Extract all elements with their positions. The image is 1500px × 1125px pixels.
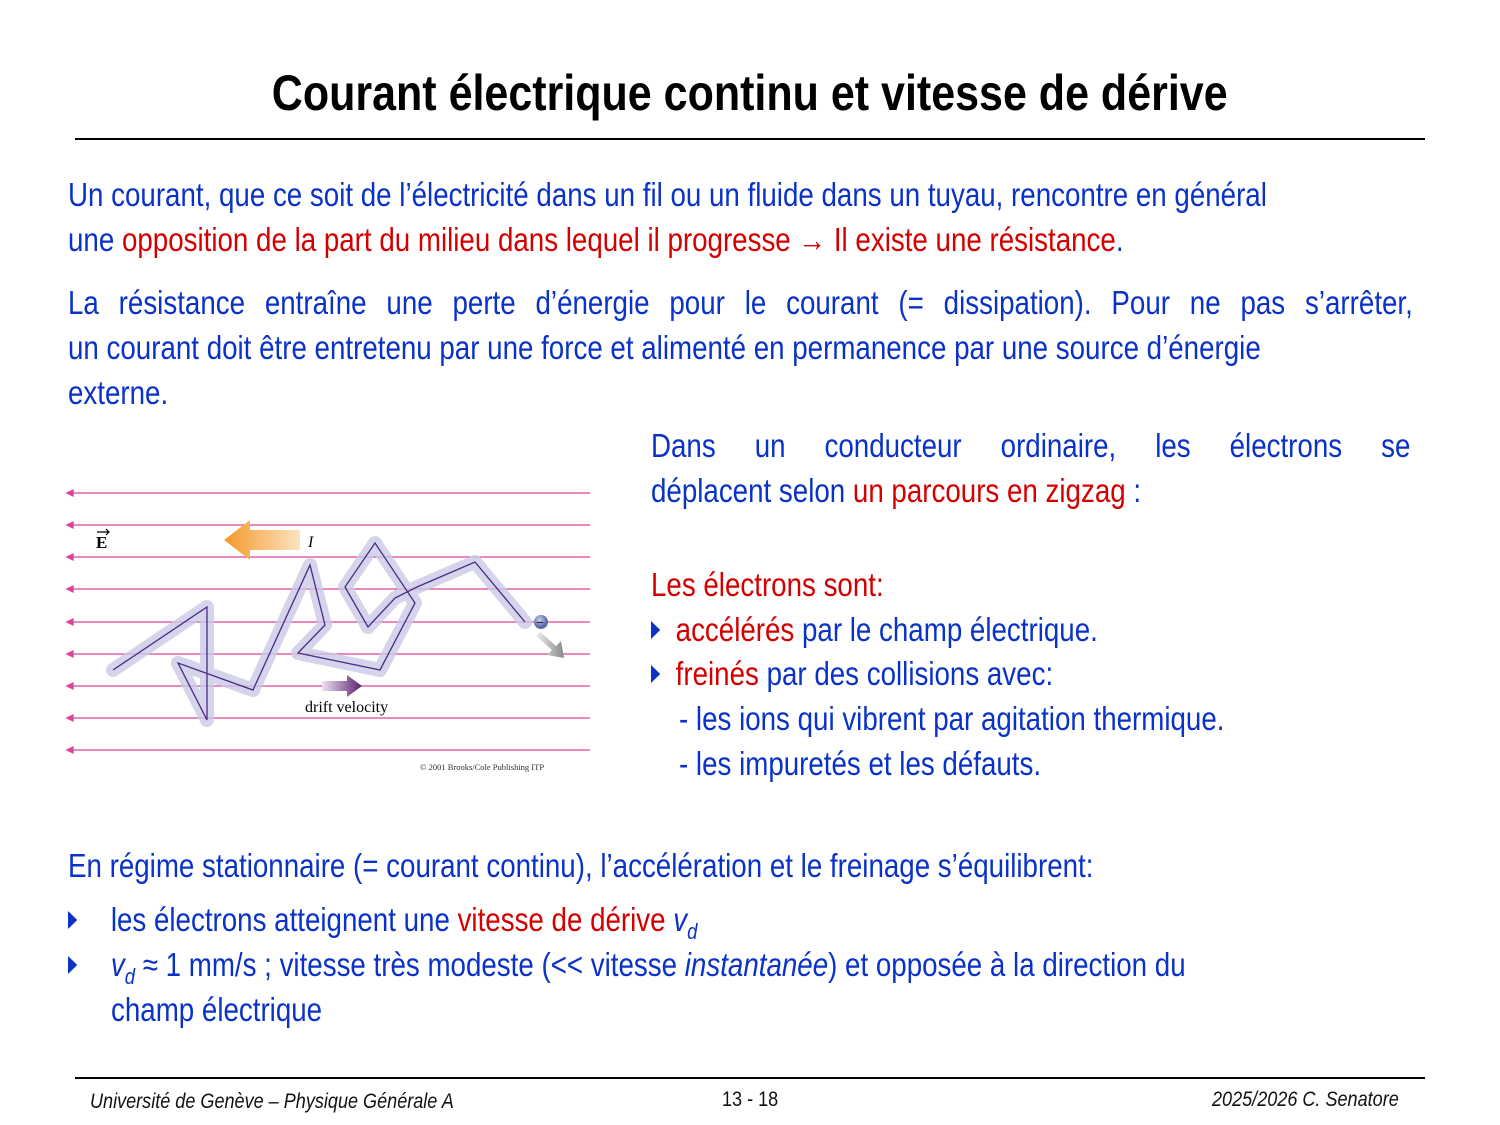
intro-line-1: Un courant, que ce soit de l’électricité dans un fil ou un fluide dans un tuyau, rencontre en général bbox=[68, 176, 1267, 213]
current-arrow-icon bbox=[224, 520, 300, 560]
right-line-2: déplacent selon un parcours en zigzag : bbox=[651, 472, 1142, 509]
footer-right: 2025/2026 C. Senatore bbox=[1212, 1088, 1399, 1111]
bottom-line-1: En régime stationnaire (= courant continu), l’accélération et le freinage s’équilibrent: bbox=[68, 847, 1094, 884]
figure-copyright: © 2001 Brooks/Cole Publishing ITP bbox=[420, 762, 545, 772]
footer-rule bbox=[75, 1077, 1425, 1079]
title-rule bbox=[75, 138, 1425, 140]
electrons-heading: Les électrons sont: bbox=[651, 566, 884, 603]
bullet-accelerated: accélérés par le champ électrique. bbox=[651, 610, 1098, 650]
intro-line-2: une opposition de la part du milieu dans lequel il progresse → Il existe une résistance. bbox=[68, 221, 1124, 258]
field-label: E bbox=[96, 533, 108, 552]
drift-figure bbox=[60, 480, 600, 780]
electron-symbol: − bbox=[536, 616, 544, 631]
bullet-braked: freinés par des collisions avec: bbox=[651, 654, 1053, 694]
drift-arrow-icon bbox=[322, 675, 362, 697]
intro-para2-line-2: un courant doit être entretenu par une force et alimenté en permanence par une source d’énergie bbox=[68, 329, 1261, 366]
drift-velocity-label: drift velocity bbox=[305, 699, 389, 716]
intro-para2-line-3: externe. bbox=[68, 374, 169, 411]
bottom-bullet-2-cont: champ électrique bbox=[111, 991, 323, 1028]
bottom-bullet-1: les électrons atteignent une vitesse de dérive $v_d$ bbox=[68, 900, 697, 940]
bullet-icon bbox=[651, 621, 660, 639]
bullet-icon bbox=[651, 665, 660, 683]
slide-title: Courant électrique continu et vitesse de dérive bbox=[272, 65, 1228, 121]
bullet-icon bbox=[68, 911, 77, 929]
footer-left: Université de Genève – Physique Générale A bbox=[90, 1090, 454, 1113]
bullet-icon bbox=[68, 956, 77, 974]
bottom-bullet-2: $v_d \approx 1$ mm/s ; vitesse très modeste (<< vitesse instantanée) et opposée à la direction du bbox=[68, 945, 1400, 985]
sub-item-ions: - les ions qui vibrent par agitation thermique. bbox=[679, 700, 1225, 737]
sub-item-impurities: - les impuretés et les défauts. bbox=[679, 745, 1042, 782]
intro-para2-line-1: La résistance entraîne une perte d’énergie pour le courant (= dissipation). Pour ne pas s’arrêter, bbox=[68, 284, 1413, 321]
right-line-1: Dans un conducteur ordinaire, les électrons se bbox=[651, 427, 1411, 464]
current-label: I bbox=[308, 534, 314, 551]
page-number: 13 - 18 bbox=[722, 1088, 779, 1111]
